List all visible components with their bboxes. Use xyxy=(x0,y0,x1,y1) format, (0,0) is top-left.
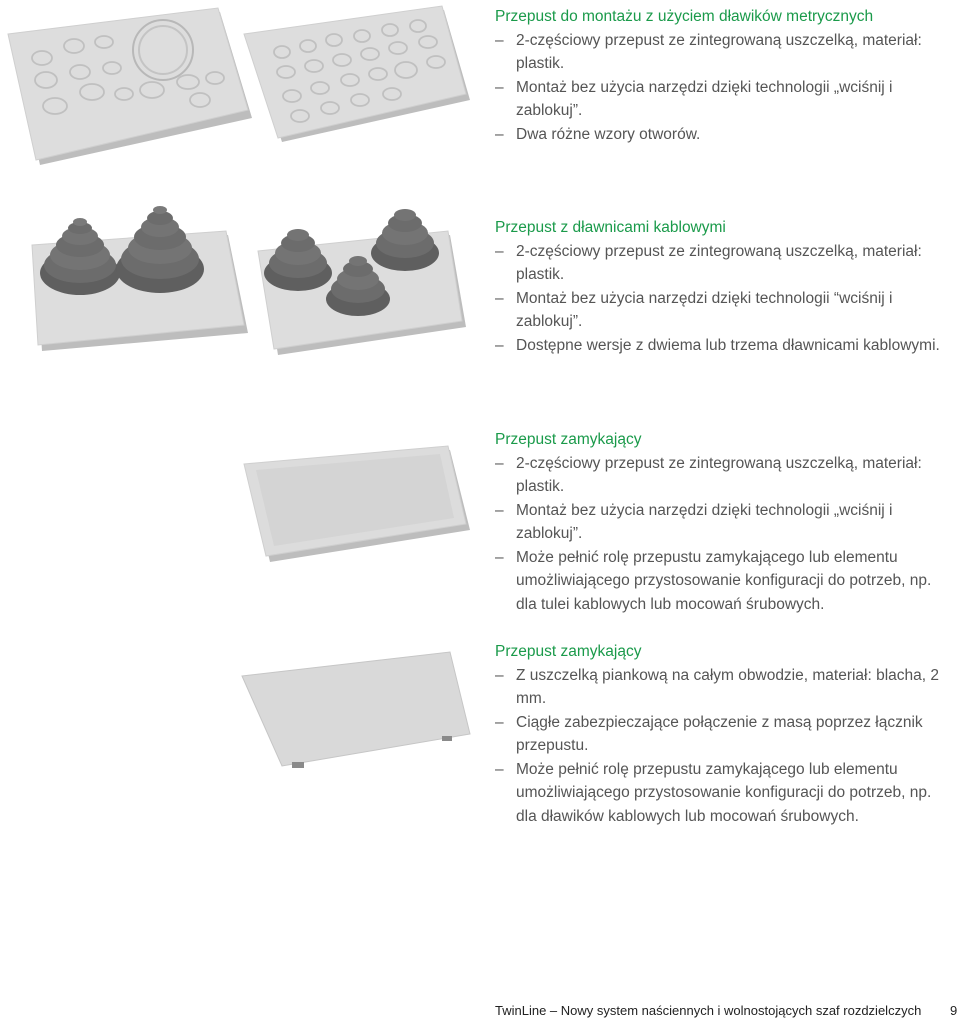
bullet-list xyxy=(495,240,945,358)
metric-plate-right xyxy=(244,6,470,142)
bullet-item: – 2-częściowy przepust ze zintegrowaną uszczelką, materiał: plastik. xyxy=(495,240,945,287)
plastic-blank-plate-image xyxy=(240,440,480,570)
section-blank-plastic xyxy=(495,428,945,616)
page-number: 9 xyxy=(950,1003,958,1018)
section-heading: Przepust z dławnicami kablowymi xyxy=(495,219,726,236)
cone-gland-5 xyxy=(371,209,439,271)
cone-gland-3 xyxy=(264,229,332,291)
section-blank-metal xyxy=(495,640,945,828)
bullet-list xyxy=(495,29,945,147)
cone-gland-1 xyxy=(40,218,120,295)
bullet-item: – Dostępne wersje z dwiema lub trzema dławnicami kablowymi. xyxy=(495,334,945,358)
bullet-item: – Montaż bez użycia narzędzi dzięki technologii “wciśnij i zablokuj”. xyxy=(495,287,945,334)
bullet-item: – Z uszczelką piankową na całym obwodzie, materiał: blacha, 2 mm. xyxy=(495,664,945,711)
bullet-item: – 2-częściowy przepust ze zintegrowaną uszczelką, materiał: plastik. xyxy=(495,29,945,76)
section-heading: Przepust zamykający xyxy=(495,643,642,660)
page-footer xyxy=(495,1003,958,1018)
section-metric-glands xyxy=(495,5,945,146)
cone-gland-2 xyxy=(116,206,204,293)
metric-gland-plates-image xyxy=(0,0,480,180)
bullet-list xyxy=(495,664,945,829)
metal-blank-plate-image xyxy=(238,650,478,780)
cable-gland-plates-image xyxy=(0,195,480,355)
section-heading: Przepust zamykający xyxy=(495,431,642,448)
bullet-list xyxy=(495,452,945,617)
cable-plate-two-glands xyxy=(32,206,248,351)
bullet-item: – Montaż bez użycia narzędzi dzięki technologii „wciśnij i zablokuj”. xyxy=(495,76,945,123)
footer-brand: TwinLine xyxy=(495,1003,547,1018)
bullet-item: – 2-częściowy przepust ze zintegrowaną uszczelką, materiał: plastik. xyxy=(495,452,945,499)
bullet-item: – Ciągłe zabezpieczające połączenie z masą poprzez łącznik przepustu. xyxy=(495,711,945,758)
bullet-item: – Może pełnić rolę przepustu zamykającego lub elementu umożliwiającego przystosowanie konfiguracji do potrzeb, np. dla dławików kablowych lub mocowań śrubowych. xyxy=(495,758,945,829)
bullet-item: – Montaż bez użycia narzędzi dzięki technologii „wciśnij i zablokuj”. xyxy=(495,499,945,546)
bullet-item: – Dwa różne wzory otworów. xyxy=(495,123,945,147)
section-cable-glands xyxy=(495,216,945,357)
footer-title: – Nowy system naściennych i wolnostojących szaf rozdzielczych xyxy=(546,1003,922,1018)
section-heading: Przepust do montażu z użyciem dławików metrycznych xyxy=(495,8,874,25)
metric-plate-left xyxy=(8,8,252,165)
cable-plate-three-glands xyxy=(258,209,466,355)
bullet-item: – Może pełnić rolę przepustu zamykającego lub elementu umożliwiającego przystosowanie konfiguracji do potrzeb, np. dla tulei kablowych lub mocowań śrubowych. xyxy=(495,546,945,617)
